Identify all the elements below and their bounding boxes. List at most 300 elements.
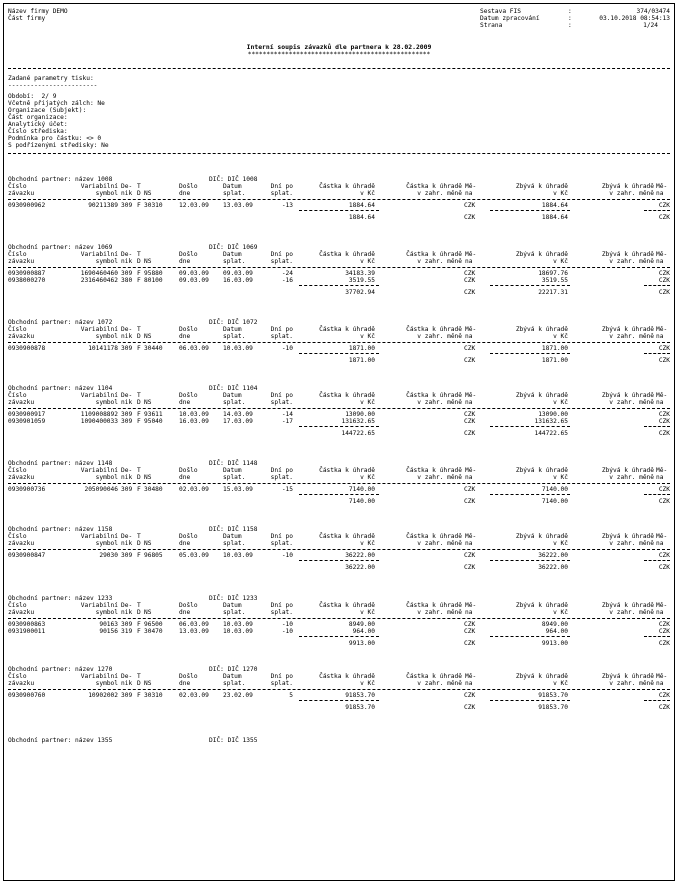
column-header: Částka k úhradě <box>406 326 462 333</box>
title-underline: ************************************************* <box>247 51 431 58</box>
column-header: symbol <box>95 190 118 197</box>
sum-currency: CZK <box>464 640 476 647</box>
column-header: symbol <box>95 474 118 481</box>
column-header: Mě- <box>656 673 668 680</box>
partner-dic: DIČ: DIČ 1008 <box>209 176 258 183</box>
column-header: Dní po <box>270 673 293 680</box>
cell-zb: 1884.64 <box>541 202 568 209</box>
column-header: v Kč <box>553 540 568 547</box>
dashed-rule <box>8 199 670 200</box>
column-header: nik <box>121 540 133 547</box>
column-header: Částka k úhradě <box>319 251 375 258</box>
cell-t: F <box>137 270 141 277</box>
column-header: Došlo <box>179 602 198 609</box>
column-header: Částka k úhradě <box>406 392 462 399</box>
column-header: dne <box>179 258 191 265</box>
cell-splat: 10.03.09 <box>223 552 253 559</box>
column-header: v zahr. měně <box>609 258 654 265</box>
column-header: nik <box>121 399 133 406</box>
date-label: Datum zpracování <box>480 15 540 22</box>
cell-de: 319 <box>121 628 133 635</box>
cell-cur2: CZK <box>658 277 670 284</box>
cell-cur2: CZK <box>658 692 670 699</box>
partner-dic: DIČ: DIČ 1270 <box>209 666 258 673</box>
column-header: v zahr. měně <box>417 540 462 547</box>
column-header: v Kč <box>360 333 375 340</box>
sum-remaining: 1884.64 <box>541 214 568 221</box>
cell-doslo: 02.03.09 <box>179 692 209 699</box>
column-header: na <box>465 609 473 616</box>
column-header: v Kč <box>360 258 375 265</box>
cell-dni: -10 <box>281 621 293 628</box>
column-header: v Kč <box>553 399 568 406</box>
cell-vs: 29030 <box>99 552 118 559</box>
cell-num: 0930900887 <box>8 270 46 277</box>
param-org-part: Část organizace: <box>8 114 68 121</box>
colon: : <box>568 8 572 15</box>
dashed-rule <box>8 549 670 550</box>
column-header: D <box>137 609 141 616</box>
divider <box>8 68 670 69</box>
column-header: Mě- <box>465 533 477 540</box>
column-header: Částka k úhradě <box>406 251 462 258</box>
column-header: Číslo <box>8 251 27 258</box>
sum-remaining: 36222.00 <box>538 564 568 571</box>
cell-dni: -10 <box>281 552 293 559</box>
column-header: Mě- <box>465 467 477 474</box>
column-header: Číslo <box>8 673 27 680</box>
cell-zb: 131632.65 <box>534 418 568 425</box>
sum-currency: CZK <box>464 498 476 505</box>
cell-dni: 5 <box>289 692 293 699</box>
column-header: závazku <box>8 609 35 616</box>
sum-czk: 1871.00 <box>348 357 375 364</box>
cell-de: 309 <box>121 692 133 699</box>
dashed-rule <box>490 560 570 561</box>
cell-cur2: CZK <box>658 411 670 418</box>
partner-dic: DIČ: DIČ 1072 <box>209 319 258 326</box>
column-header: Zbývá k úhradě <box>601 673 654 680</box>
sum-currency: CZK <box>464 564 476 571</box>
cell-zb: 13090.00 <box>538 411 568 418</box>
dashed-rule <box>8 408 670 409</box>
cell-cur: CZK <box>464 411 476 418</box>
column-header: Zbývá k úhradě <box>601 251 654 258</box>
partner-name: Obchodní partner: název 1233 <box>8 595 113 602</box>
column-header: NS <box>144 190 152 197</box>
dashed-rule <box>299 353 379 354</box>
sum-czk: 144722.65 <box>341 430 375 437</box>
dashed-rule <box>644 426 670 427</box>
cell-vs: 2316460462 <box>80 277 118 284</box>
column-header: NS <box>144 399 152 406</box>
column-header: Datum <box>223 533 242 540</box>
column-header: Došlo <box>179 251 198 258</box>
column-header: v zahr. měně <box>609 474 654 481</box>
cell-cur: CZK <box>464 692 476 699</box>
column-header: De- <box>121 251 133 258</box>
cell-czk: 36222.00 <box>345 552 375 559</box>
column-header: v zahr. měně <box>609 190 654 197</box>
sum-currency: CZK <box>658 640 670 647</box>
dashed-rule <box>644 285 670 286</box>
column-header: v zahr. měně <box>417 258 462 265</box>
cell-splat: 10.03.09 <box>223 628 253 635</box>
cell-splat: 13.03.09 <box>223 202 253 209</box>
param-amount-condition: Podmínka pro částku: <> 0 <box>8 135 102 142</box>
report-label: Sestava FIS <box>480 8 521 15</box>
cell-cur2: CZK <box>658 628 670 635</box>
cell-de: 309 <box>121 345 133 352</box>
column-header: dne <box>179 474 191 481</box>
column-header: v zahr. měně <box>609 609 654 616</box>
cell-zb: 91853.70 <box>538 692 568 699</box>
cell-de: 309 <box>121 621 133 628</box>
cell-czk: 964.00 <box>352 628 375 635</box>
column-header: Variabilní <box>80 251 118 258</box>
cell-dni: -10 <box>281 628 293 635</box>
column-header: De- <box>121 183 133 190</box>
cell-czk: 1884.64 <box>348 202 375 209</box>
partner-name: Obchodní partner: název 1158 <box>8 526 113 533</box>
column-header: v Kč <box>360 540 375 547</box>
partner-name: Obchodní partner: název 1069 <box>8 244 113 251</box>
column-header: T <box>137 602 141 609</box>
column-header: Došlo <box>179 183 198 190</box>
cell-ns: 93611 <box>144 411 163 418</box>
dashed-rule <box>299 636 379 637</box>
dashed-rule <box>644 560 670 561</box>
column-header: v Kč <box>360 399 375 406</box>
sum-currency: CZK <box>464 289 476 296</box>
partner-name: Obchodní partner: název 1148 <box>8 460 113 467</box>
column-header: NS <box>144 680 152 687</box>
dashed-rule <box>644 353 670 354</box>
dashed-rule <box>299 700 379 701</box>
column-header: dne <box>179 680 191 687</box>
column-header: nik <box>121 474 133 481</box>
column-header: nik <box>121 190 133 197</box>
column-header: splat. <box>270 190 293 197</box>
column-header: Dní po <box>270 533 293 540</box>
column-header: Zbývá k úhradě <box>601 467 654 474</box>
column-header: nik <box>121 258 133 265</box>
cell-cur2: CZK <box>658 486 670 493</box>
dashed-rule <box>644 636 670 637</box>
dashed-rule <box>299 285 379 286</box>
sum-czk: 7140.00 <box>348 498 375 505</box>
column-header: D <box>137 399 141 406</box>
column-header: na <box>465 540 473 547</box>
date-value: 03.10.2018 08:54:13 <box>599 15 670 22</box>
cell-num: 0938000270 <box>8 277 46 284</box>
cell-num: 0930901059 <box>8 418 46 425</box>
column-header: na <box>465 680 473 687</box>
cell-vs: 205090046 <box>84 486 118 493</box>
param-center: Číslo střediska: <box>8 128 68 135</box>
column-header: Dní po <box>270 183 293 190</box>
column-header: Mě- <box>656 183 668 190</box>
cell-de: 309 <box>121 270 133 277</box>
cell-ns: 30310 <box>144 202 163 209</box>
column-header: v Kč <box>553 333 568 340</box>
cell-czk: 7140.00 <box>348 486 375 493</box>
cell-doslo: 12.03.09 <box>179 202 209 209</box>
column-header: De- <box>121 326 133 333</box>
partner-dic: DIČ: DIČ 1233 <box>209 595 258 602</box>
column-header: D <box>137 680 141 687</box>
column-header: na <box>656 190 664 197</box>
sum-currency: CZK <box>658 357 670 364</box>
column-header: Částka k úhradě <box>406 602 462 609</box>
column-header: splat. <box>223 680 246 687</box>
cell-cur: CZK <box>464 621 476 628</box>
cell-cur: CZK <box>464 345 476 352</box>
sum-currency: CZK <box>658 214 670 221</box>
partner-dic: DIČ: DIČ 1148 <box>209 460 258 467</box>
column-header: Částka k úhradě <box>319 673 375 680</box>
sum-currency: CZK <box>658 430 670 437</box>
column-header: v Kč <box>360 609 375 616</box>
column-header: nik <box>121 609 133 616</box>
column-header: symbol <box>95 399 118 406</box>
cell-t: F <box>137 486 141 493</box>
dashed-rule <box>490 285 570 286</box>
cell-de: 309 <box>121 202 133 209</box>
cell-vs: 1690460460 <box>80 270 118 277</box>
column-header: Mě- <box>656 392 668 399</box>
param-period: Období: 2/ 9 <box>8 93 57 100</box>
column-header: Částka k úhradě <box>319 533 375 540</box>
column-header: splat. <box>270 333 293 340</box>
column-header: NS <box>144 474 152 481</box>
column-header: De- <box>121 673 133 680</box>
column-header: splat. <box>270 540 293 547</box>
sum-czk: 37702.94 <box>345 289 375 296</box>
column-header: Variabilní <box>80 326 118 333</box>
cell-zb: 3519.55 <box>541 277 568 284</box>
column-header: na <box>656 258 664 265</box>
column-header: závazku <box>8 680 35 687</box>
column-header: Došlo <box>179 533 198 540</box>
dashed-rule <box>8 618 670 619</box>
cell-czk: 8949.00 <box>348 621 375 628</box>
cell-ns: 96500 <box>144 621 163 628</box>
column-header: Variabilní <box>80 673 118 680</box>
column-header: v zahr. měně <box>609 399 654 406</box>
partner-name: Obchodní partner: název 1008 <box>8 176 113 183</box>
cell-vs: 90163 <box>99 621 118 628</box>
company-name: Název firmy DEMO <box>8 8 68 15</box>
cell-num: 0930900878 <box>8 345 46 352</box>
param-subcenters: S podřízenými středisky: Ne <box>8 142 109 149</box>
column-header: splat. <box>270 399 293 406</box>
column-header: v zahr. měně <box>417 609 462 616</box>
cell-dni: -14 <box>281 411 293 418</box>
dashed-rule <box>644 210 670 211</box>
cell-num: 0930900962 <box>8 202 46 209</box>
column-header: Zbývá k úhradě <box>515 467 568 474</box>
cell-czk: 1871.00 <box>348 345 375 352</box>
column-header: Zbývá k úhradě <box>601 326 654 333</box>
cell-dni: -24 <box>281 270 293 277</box>
sum-czk: 1884.64 <box>348 214 375 221</box>
cell-num: 0930900760 <box>8 692 46 699</box>
column-header: Variabilní <box>80 533 118 540</box>
page-label: Strana <box>480 22 503 29</box>
column-header: T <box>137 326 141 333</box>
column-header: Datum <box>223 673 242 680</box>
column-header: T <box>137 183 141 190</box>
cell-cur2: CZK <box>658 418 670 425</box>
cell-czk: 131632.65 <box>341 418 375 425</box>
dashed-rule <box>644 494 670 495</box>
cell-dni: -15 <box>281 486 293 493</box>
dashed-rule <box>490 636 570 637</box>
cell-zb: 8949.00 <box>541 621 568 628</box>
cell-dni: -10 <box>281 345 293 352</box>
cell-num: 0930900863 <box>8 621 46 628</box>
company-part: Část firmy <box>8 15 46 22</box>
sum-currency: CZK <box>464 430 476 437</box>
column-header: v Kč <box>360 680 375 687</box>
column-header: Částka k úhradě <box>406 183 462 190</box>
column-header: Částka k úhradě <box>319 326 375 333</box>
column-header: dne <box>179 333 191 340</box>
column-header: symbol <box>95 540 118 547</box>
column-header: Datum <box>223 326 242 333</box>
column-header: Mě- <box>656 533 668 540</box>
column-header: Částka k úhradě <box>406 533 462 540</box>
column-header: Zbývá k úhradě <box>515 183 568 190</box>
dashed-rule <box>299 426 379 427</box>
column-header: splat. <box>223 474 246 481</box>
sum-remaining: 91853.70 <box>538 704 568 711</box>
column-header: Mě- <box>465 673 477 680</box>
cell-czk: 3519.55 <box>348 277 375 284</box>
column-header: Variabilní <box>80 183 118 190</box>
param-organization: Organizace (Subjekt): <box>8 107 87 114</box>
sum-remaining: 22217.31 <box>538 289 568 296</box>
cell-vs: 10141178 <box>88 345 118 352</box>
column-header: Zbývá k úhradě <box>601 183 654 190</box>
column-header: D <box>137 333 141 340</box>
cell-splat: 10.03.09 <box>223 621 253 628</box>
divider <box>8 153 670 154</box>
column-header: Číslo <box>8 602 27 609</box>
partner-name: Obchodní partner: název 1104 <box>8 385 113 392</box>
column-header: na <box>465 474 473 481</box>
column-header: splat. <box>270 680 293 687</box>
cell-de: 309 <box>121 486 133 493</box>
partner-dic: DIČ: DIČ 1355 <box>209 737 258 744</box>
column-header: Mě- <box>465 326 477 333</box>
column-header: Dní po <box>270 326 293 333</box>
column-header: závazku <box>8 540 35 547</box>
cell-vs: 1090400033 <box>80 418 118 425</box>
column-header: Mě- <box>656 467 668 474</box>
sum-remaining: 144722.65 <box>534 430 568 437</box>
column-header: na <box>656 540 664 547</box>
column-header: T <box>137 467 141 474</box>
cell-de: 309 <box>121 411 133 418</box>
cell-ns: 95040 <box>144 418 163 425</box>
cell-cur: CZK <box>464 628 476 635</box>
column-header: dne <box>179 609 191 616</box>
sum-remaining: 1871.00 <box>541 357 568 364</box>
cell-t: F <box>137 418 141 425</box>
column-header: v Kč <box>553 258 568 265</box>
cell-cur: CZK <box>464 270 476 277</box>
column-header: splat. <box>270 609 293 616</box>
column-header: Zbývá k úhradě <box>601 602 654 609</box>
column-header: Dní po <box>270 602 293 609</box>
column-header: NS <box>144 540 152 547</box>
sum-currency: CZK <box>464 357 476 364</box>
cell-ns: 30310 <box>144 692 163 699</box>
column-header: Částka k úhradě <box>319 467 375 474</box>
column-header: Mě- <box>656 251 668 258</box>
column-header: Dní po <box>270 251 293 258</box>
column-header: na <box>465 333 473 340</box>
params-underline: ------------------------ <box>8 82 98 89</box>
dashed-rule <box>299 560 379 561</box>
partner-name: Obchodní partner: název 1270 <box>8 666 113 673</box>
cell-doslo: 16.03.09 <box>179 418 209 425</box>
dashed-rule <box>299 210 379 211</box>
column-header: T <box>137 673 141 680</box>
cell-doslo: 06.03.09 <box>179 345 209 352</box>
column-header: splat. <box>223 258 246 265</box>
cell-ns: 96805 <box>144 552 163 559</box>
cell-cur: CZK <box>464 277 476 284</box>
cell-zb: 36222.00 <box>538 552 568 559</box>
column-header: Došlo <box>179 326 198 333</box>
column-header: Mě- <box>465 602 477 609</box>
column-header: Variabilní <box>80 467 118 474</box>
cell-de: 380 <box>121 277 133 284</box>
column-header: v zahr. měně <box>417 190 462 197</box>
cell-vs: 1109008892 <box>80 411 118 418</box>
column-header: NS <box>144 333 152 340</box>
cell-t: F <box>137 621 141 628</box>
dashed-rule <box>490 494 570 495</box>
column-header: Číslo <box>8 533 27 540</box>
column-header: v zahr. měně <box>417 680 462 687</box>
partner-dic: DIČ: DIČ 1158 <box>209 526 258 533</box>
sum-czk: 36222.00 <box>345 564 375 571</box>
cell-zb: 964.00 <box>545 628 568 635</box>
cell-t: F <box>137 345 141 352</box>
column-header: Číslo <box>8 326 27 333</box>
column-header: De- <box>121 467 133 474</box>
cell-czk: 91853.70 <box>345 692 375 699</box>
sum-remaining: 9913.00 <box>541 640 568 647</box>
column-header: Mě- <box>656 602 668 609</box>
cell-doslo: 02.03.09 <box>179 486 209 493</box>
cell-czk: 13090.00 <box>345 411 375 418</box>
column-header: Zbývá k úhradě <box>515 673 568 680</box>
column-header: na <box>656 399 664 406</box>
column-header: v zahr. měně <box>609 540 654 547</box>
column-header: v Kč <box>553 609 568 616</box>
column-header: na <box>656 680 664 687</box>
dashed-rule <box>644 700 670 701</box>
cell-zb: 1871.00 <box>541 345 568 352</box>
cell-t: F <box>137 411 141 418</box>
cell-splat: 14.03.09 <box>223 411 253 418</box>
column-header: v Kč <box>553 190 568 197</box>
